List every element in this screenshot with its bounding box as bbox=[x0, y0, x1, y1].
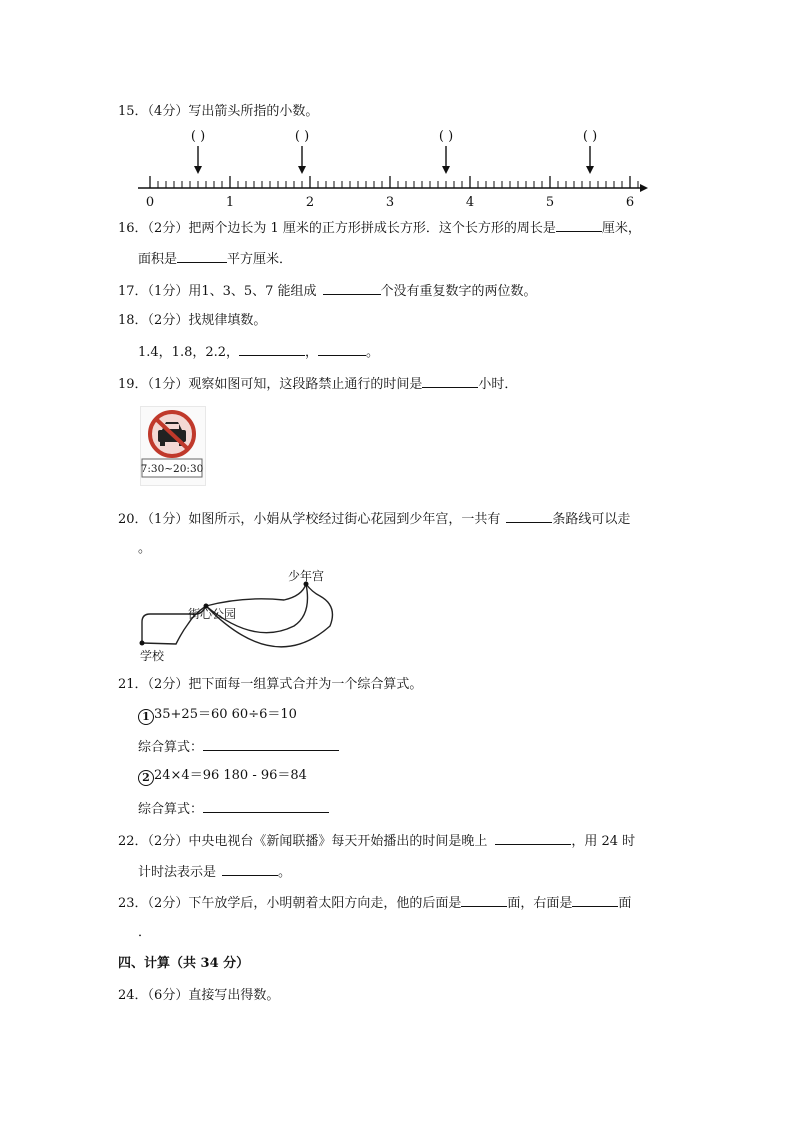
number-line-figure bbox=[134, 126, 654, 210]
tick-label: 3 bbox=[385, 195, 395, 210]
q22-text-b: ，用 24 时 bbox=[571, 834, 636, 849]
q22-text-c: 计时法表示是 bbox=[138, 865, 217, 880]
sign-time-text: 7:30~20:30 bbox=[140, 463, 204, 475]
q19-line bbox=[118, 375, 517, 393]
q16-area-blank[interactable] bbox=[177, 250, 227, 263]
q24-text: 24．（6分）直接写出得数。 bbox=[118, 988, 280, 1003]
q21-combo1-line bbox=[138, 738, 339, 756]
q21-eq2: 24×4＝96 180 - 96＝84 bbox=[154, 768, 307, 783]
q23-blank-1[interactable] bbox=[461, 894, 507, 907]
answer-paren-2: ( ) bbox=[294, 129, 310, 144]
q17-text-b: 个没有重复数字的两位数。 bbox=[380, 284, 537, 299]
q17-blank[interactable] bbox=[323, 282, 381, 295]
tick-label: 5 bbox=[545, 195, 555, 210]
q18-end: 。 bbox=[366, 345, 380, 360]
pointer-arrowhead-4 bbox=[586, 166, 594, 174]
route-map-figure bbox=[134, 566, 354, 666]
q19-text-b: 小时． bbox=[478, 377, 518, 392]
label-palace: 少年宫 bbox=[288, 569, 325, 583]
q21-combo2-line bbox=[138, 800, 329, 818]
q17-text-a: 17．（1分）用1、3、5、7 能组成 bbox=[118, 284, 317, 299]
q22-line1 bbox=[118, 832, 635, 850]
q20-line bbox=[118, 510, 630, 528]
tick-label: 2 bbox=[305, 195, 315, 210]
q23-blank-2[interactable] bbox=[572, 894, 618, 907]
q17-line bbox=[118, 282, 537, 300]
q16-text-b: 厘米， bbox=[601, 221, 641, 236]
pointer-arrowhead-1 bbox=[194, 166, 202, 174]
q23-text-a: 23．（2分）下午放学后，小明朝着太阳方向走，他的后面是 bbox=[118, 896, 462, 911]
q21-combo-blank-2[interactable] bbox=[203, 800, 329, 813]
q20-text-a: 20．（1分）如图所示，小娟从学校经过街心花园到少年宫，一共有 bbox=[118, 512, 501, 527]
label-school: 学校 bbox=[140, 649, 165, 663]
q16-text-d: 平方厘米． bbox=[227, 252, 293, 267]
q20-blank[interactable] bbox=[506, 510, 552, 523]
q18-blank-2[interactable] bbox=[318, 343, 366, 356]
number-line-arrowhead bbox=[640, 184, 648, 192]
q16-perimeter-blank[interactable] bbox=[556, 219, 602, 232]
q18-sequence: 1.4，1.8，2.2， bbox=[138, 345, 240, 360]
q21-circled-num-1: 1 bbox=[138, 709, 154, 725]
q21-circled-num-2: 2 bbox=[138, 770, 154, 786]
q20-end: 。 bbox=[138, 541, 152, 556]
pointer-arrowhead-3 bbox=[442, 166, 450, 174]
q19-text-a: 19．（1分）观察如图可知，这段路禁止通行的时间是 bbox=[118, 377, 423, 392]
q23-text-b: 面，右面是 bbox=[507, 896, 573, 911]
q19-blank[interactable] bbox=[422, 375, 478, 388]
q21-combo-label-1: 综合算式： bbox=[138, 740, 204, 755]
answer-paren-1: ( ) bbox=[190, 129, 206, 144]
q16-line2 bbox=[138, 250, 292, 268]
q18-comma: ， bbox=[305, 345, 319, 360]
q23-text-c: 面 bbox=[618, 896, 632, 911]
q16-text-c: 面积是 bbox=[138, 252, 178, 267]
tick-label: 6 bbox=[625, 195, 635, 210]
school-dot bbox=[140, 641, 145, 646]
q23-end: ． bbox=[138, 925, 152, 940]
q20-text-b: 条路线可以走 bbox=[552, 512, 631, 527]
q18-blank-1[interactable] bbox=[239, 343, 305, 356]
answer-paren-3: ( ) bbox=[438, 129, 454, 144]
tick-label: 0 bbox=[145, 195, 155, 210]
q18-text: 18．（2分）找规律填数。 bbox=[118, 313, 267, 328]
q21-combo-label-2: 综合算式： bbox=[138, 802, 204, 817]
tick-label: 1 bbox=[225, 195, 235, 210]
q22-blank-1[interactable] bbox=[495, 832, 571, 845]
q23-line bbox=[118, 894, 631, 912]
q22-line2 bbox=[138, 863, 291, 881]
q21-eq1: 35+25＝60 60÷6＝10 bbox=[154, 707, 297, 722]
q21-text: 21．（2分）把下面每一组算式合并为一个综合算式。 bbox=[118, 677, 423, 692]
label-park: 街心公园 bbox=[188, 607, 237, 621]
q16-line1 bbox=[118, 219, 641, 237]
answer-paren-4: ( ) bbox=[582, 129, 598, 144]
route-park-palace-1 bbox=[206, 584, 306, 606]
no-entry-sign-figure bbox=[140, 406, 206, 486]
tick-label: 4 bbox=[465, 195, 475, 210]
q16-text-a: 16．（2分）把两个边长为 1 厘米的正方形拼成长方形．这个长方形的周长是 bbox=[118, 221, 556, 236]
q22-text-d: 。 bbox=[278, 865, 292, 880]
q21-eq1-line bbox=[138, 707, 297, 725]
q21-combo-blank-1[interactable] bbox=[203, 738, 339, 751]
section-heading: 四、计算（共 34 分） bbox=[118, 956, 250, 971]
q22-blank-2[interactable] bbox=[222, 863, 278, 876]
q18-sequence-line bbox=[138, 343, 379, 361]
q22-text-a: 22．（2分）中央电视台《新闻联播》每天开始播出的时间是晚上 bbox=[118, 834, 488, 849]
q21-eq2-line bbox=[138, 768, 307, 786]
q15-text: 15．（4分）写出箭头所指的小数。 bbox=[118, 104, 319, 119]
pointer-arrowhead-2 bbox=[298, 166, 306, 174]
